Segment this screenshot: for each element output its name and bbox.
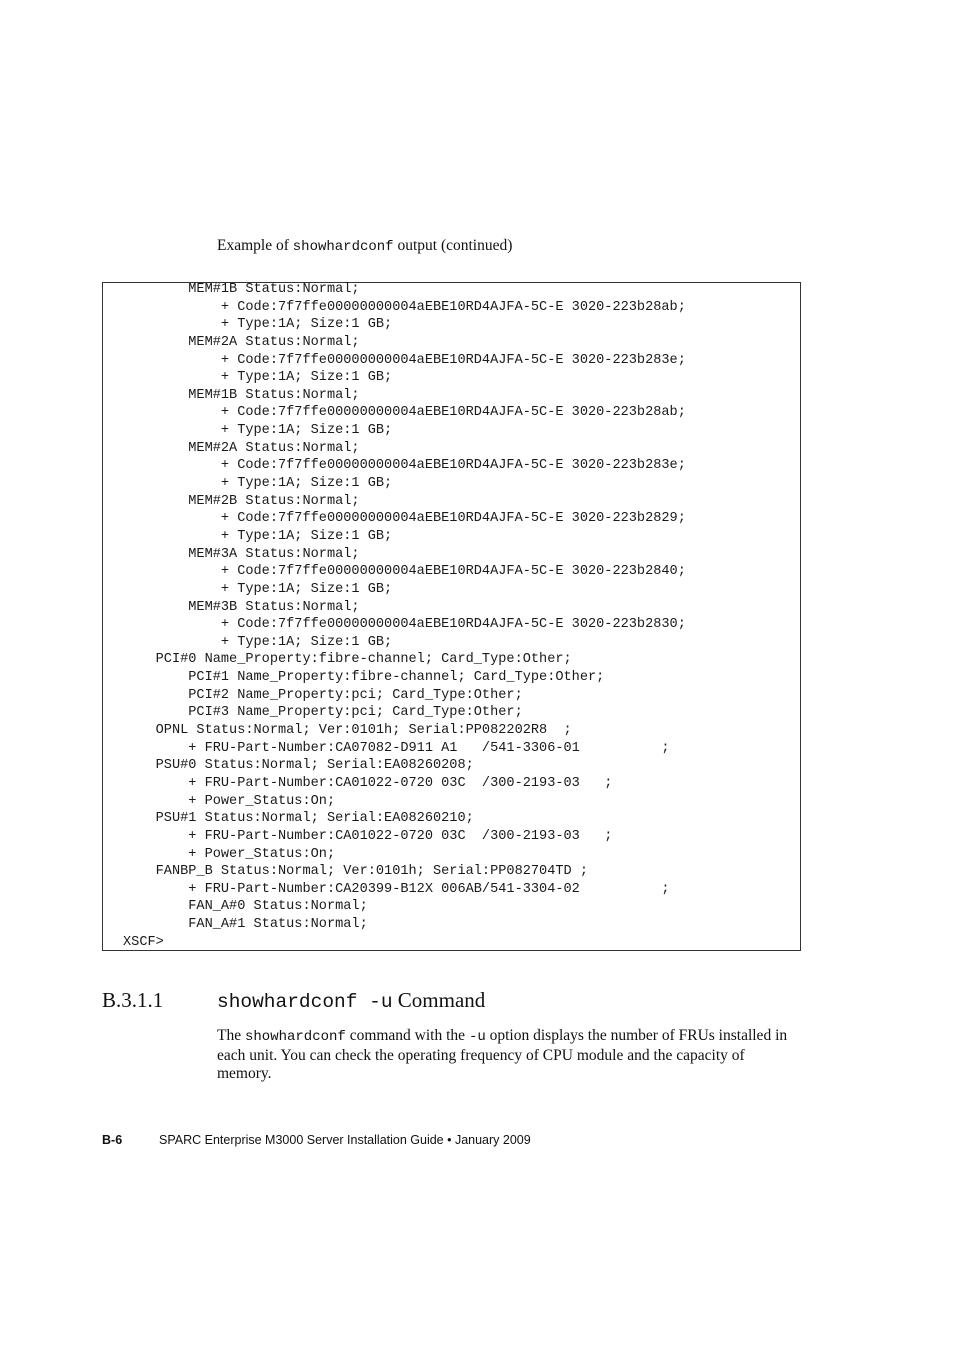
code-line: + Type:1A; Size:1 GB;	[123, 581, 393, 597]
code-line: PCI#2 Name_Property:pci; Card_Type:Other;	[123, 687, 523, 703]
code-line: + FRU-Part-Number:CA20399-B12X 006AB/541-3304-02 ;	[123, 881, 670, 897]
code-line: FANBP_B Status:Normal; Ver:0101h; Serial:PP082704TD ;	[123, 864, 588, 880]
code-example-box	[102, 282, 801, 951]
code-line: FAN_A#1 Status:Normal;	[123, 917, 368, 933]
code-line: OPNL Status:Normal; Ver:0101h; Serial:PP082202R8 ;	[123, 723, 572, 739]
code-line: MEM#3B Status:Normal;	[123, 599, 360, 615]
code-line: PSU#0 Status:Normal; Serial:EA08260208;	[123, 758, 474, 774]
code-line: + Type:1A; Size:1 GB;	[123, 423, 393, 439]
code-line: MEM#1B Status:Normal;	[123, 387, 360, 403]
para-option: -u	[468, 1029, 486, 1045]
code-line: MEM#3A Status:Normal;	[123, 546, 360, 562]
code-line: + Code:7f7ffe00000000004aEBE10RD4AJFA-5C-E 3020-223b2829;	[123, 511, 686, 527]
code-line: + Power_Status:On;	[123, 846, 336, 862]
para-command: showhardconf	[244, 1029, 346, 1045]
footer-page-number: B-6	[102, 1133, 123, 1147]
code-line: PCI#0 Name_Property:fibre-channel; Card_Type:Other;	[123, 652, 572, 668]
example-caption	[217, 237, 512, 255]
code-listing	[123, 281, 686, 951]
code-line: + Code:7f7ffe00000000004aEBE10RD4AJFA-5C-E 3020-223b28ab;	[123, 299, 686, 315]
code-line: PSU#1 Status:Normal; Serial:EA08260210;	[123, 811, 474, 827]
code-line: + Code:7f7ffe00000000004aEBE10RD4AJFA-5C-E 3020-223b283e;	[123, 352, 686, 368]
code-line: MEM#1B Status:Normal;	[123, 282, 360, 297]
body-paragraph	[217, 1027, 797, 1084]
code-line: + Code:7f7ffe00000000004aEBE10RD4AJFA-5C-E 3020-223b283e;	[123, 458, 686, 474]
section-number: B.3.1.1	[102, 988, 164, 1012]
code-line: MEM#2B Status:Normal;	[123, 493, 360, 509]
section-title-word: Command	[392, 988, 486, 1012]
code-line: PCI#3 Name_Property:pci; Card_Type:Other;	[123, 705, 523, 721]
code-line: + Power_Status:On;	[123, 793, 336, 809]
caption-command: showhardconf	[292, 239, 394, 255]
section-title	[217, 988, 485, 1013]
code-line: MEM#2A Status:Normal;	[123, 440, 360, 456]
code-line: PCI#1 Name_Property:fibre-channel; Card_Type:Other;	[123, 670, 605, 686]
code-line: + Code:7f7ffe00000000004aEBE10RD4AJFA-5C-E 3020-223b2840;	[123, 564, 686, 580]
code-line: + Type:1A; Size:1 GB;	[123, 317, 393, 333]
section-title-command: showhardconf -u	[217, 991, 393, 1013]
caption-suffix: output (continued)	[393, 237, 513, 254]
code-line: + Type:1A; Size:1 GB;	[123, 528, 393, 544]
code-line: + FRU-Part-Number:CA01022-0720 03C /300-2193-03 ;	[123, 775, 613, 791]
code-line: + FRU-Part-Number:CA01022-0720 03C /300-2193-03 ;	[123, 828, 613, 844]
footer-title: SPARC Enterprise M3000 Server Installation Guide • January 2009	[159, 1133, 531, 1147]
code-line: + Type:1A; Size:1 GB;	[123, 634, 393, 650]
para-text-3: option displays the number of FRUs installed in each unit. You can check the operating frequency of CPU module and the capacity of memory.	[217, 1027, 788, 1082]
code-line: XSCF>	[123, 934, 164, 950]
code-line: + Code:7f7ffe00000000004aEBE10RD4AJFA-5C-E 3020-223b28ab;	[123, 405, 686, 421]
caption-prefix: Example of	[217, 237, 293, 254]
code-line: + Code:7f7ffe00000000004aEBE10RD4AJFA-5C-E 3020-223b2830;	[123, 617, 686, 633]
para-text-1: The	[217, 1027, 245, 1044]
code-line: FAN_A#0 Status:Normal;	[123, 899, 368, 915]
code-line: MEM#2A Status:Normal;	[123, 334, 360, 350]
code-line: + Type:1A; Size:1 GB;	[123, 370, 393, 386]
code-line: + Type:1A; Size:1 GB;	[123, 476, 393, 492]
code-line: + FRU-Part-Number:CA07082-D911 A1 /541-3306-01 ;	[123, 740, 670, 756]
para-text-2: command with the	[345, 1027, 469, 1044]
